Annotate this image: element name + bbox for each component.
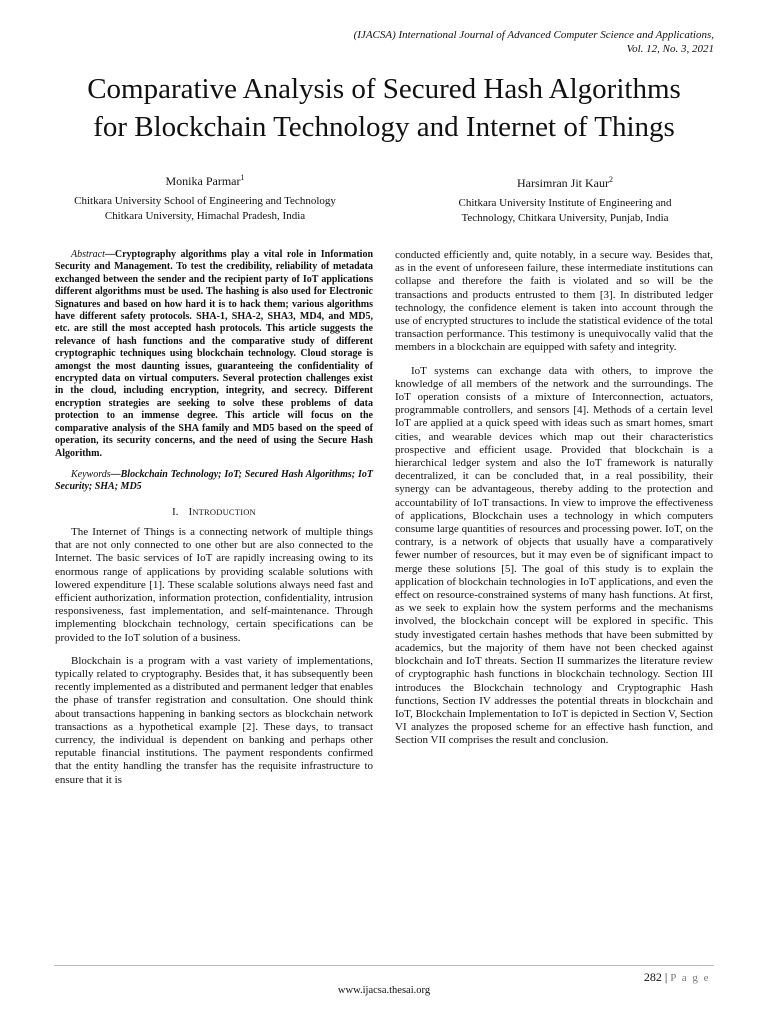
page-number bbox=[644, 970, 710, 985]
author-name-1 bbox=[40, 170, 370, 189]
intro-paragraph-2: Blockchain is a program with a vast variety of implementations, typically related to cryptography. Besides that, it has subsequently been recently implemented as a distributed and permanent ledger that enables the phase of transfer registration and consultation. One should think about transactions happening in banking sectors as blockchain network transactions as a hypothetical example [2]. These days, to transact currency, the individual is dependent on banking and perhaps other reputable financial institutions. The payment respondents confirmed that the entity handling the transfer has the requisite infrastructure to ensure that it is bbox=[55, 654, 373, 786]
keywords-text: —Blockchain Technology; IoT; Secured Hash Algorithms; IoT Security; SHA; MD5 bbox=[55, 468, 373, 493]
paper-title-line-1: Comparative Analysis of Secured Hash Algorithms bbox=[87, 73, 681, 105]
section-heading-introduction bbox=[55, 506, 373, 519]
author-1-affiliation-1: Chitkara University School of Engineering and Technology bbox=[74, 195, 336, 207]
section-title-rest: NTRODUCTION bbox=[192, 506, 256, 517]
keywords-lead: Keywords bbox=[71, 468, 111, 480]
left-column bbox=[55, 249, 373, 787]
author-2-affiliation-1: Chitkara University Institute of Engineering and bbox=[458, 197, 672, 209]
author-1-name-text: Monika Parmar bbox=[165, 174, 241, 188]
author-2-sup: 2 bbox=[608, 175, 613, 184]
author-2-affiliation-2: Technology, Chitkara University, Punjab, India bbox=[461, 212, 669, 224]
section-number: I. bbox=[172, 506, 179, 518]
abstract bbox=[55, 249, 373, 460]
keywords bbox=[55, 469, 373, 494]
right-column bbox=[395, 249, 713, 748]
abstract-text: —Cryptography algorithms play a vital role in Information Security and Management. To test the credibility, reliability of metadata exchanged between the sender and the recipient party of IoT applications different algorithms must be used. The hashing is also used for Electronic Signatures and based on how hard it is to hack them; various algorithms have different safety protocols. SHA-1, SHA-2, SHA3, MD4, and MD5, etc. are still the most accepted hash protocols. This article suggests the relevance of hash functions and the comparative study of different cryptographic techniques using blockchain technology. Cloud storage is amongst the most daunting issues, guaranteeing the confidentiality of encrypted data on virtual computers. Several protection challenges exist in the cloud, including encryption, integrity, and secrecy. Different encryption strategies are seeking to solve these problems of data protection to an immense degree. This article will focus on the comparative analysis of the SHA family and MD5 based on the speed of operation, its security concerns, and the need of using the Secure Hash Algorithm. bbox=[55, 249, 373, 459]
page-word: P a g e bbox=[670, 972, 710, 984]
page-number-separator: | bbox=[661, 970, 671, 984]
author-name-2 bbox=[400, 172, 730, 191]
journal-header bbox=[194, 28, 714, 56]
page-number-value: 282 bbox=[643, 970, 662, 984]
journal-volume: Vol. 12, No. 3, 2021 bbox=[626, 43, 714, 55]
author-1-sup: 1 bbox=[240, 173, 245, 182]
intro-paragraph-1: The Internet of Things is a connecting network of multiple things that are not only connected to one other but are also connected to the Internet. The basic services of IoT are rapidly increasing owing to its enormous range of applications by providing scalable solutions with lowered expenditure [1]. These scalable solutions always need fast and efficient authorization, information protection, confidentiality, intrusion responsiveness, fast implementation, and self-maintenance. Through implementing blockchain technology, certain specifications can be provided to the IoT solution of a business. bbox=[55, 525, 373, 644]
author-block-2 bbox=[400, 172, 730, 226]
paper-title bbox=[20, 70, 748, 146]
section-title-initial: I bbox=[188, 506, 193, 518]
journal-name: (IJACSA) International Journal of Advanced Computer Science and Applications, bbox=[353, 29, 714, 41]
intro-paragraph-3: conducted efficiently and, quite notably, in a secure way. Besides that, as in the event of unforeseen failure, these intermediate institutions can collapse and therefore the faith is violated and so will be the transactions and products entrusted to them [3]. In distributed ledger technology, the confidence element is taken into account through the use of encrypted structures to include the statistical evidence of the total transaction performance. This testimony is unequivocally valid that the members in a blockchain are equipped with safety and integrity. bbox=[395, 249, 713, 354]
journal-url: www.ijacsa.thesai.org bbox=[337, 985, 431, 996]
abstract-lead: Abstract bbox=[71, 249, 105, 260]
footer-divider bbox=[54, 965, 714, 966]
author-block-1 bbox=[40, 170, 370, 224]
author-2-name-text: Harsimran Jit Kaur bbox=[517, 176, 609, 190]
author-1-affiliation-2: Chitkara University, Himachal Pradesh, India bbox=[104, 210, 306, 222]
paper-title-line-2: for Blockchain Technology and Internet of Things bbox=[93, 111, 675, 143]
intro-paragraph-4: IoT systems can exchange data with others, to improve the knowledge of all members of the network and the surroundings. The IoT operation consists of a mixture of Interconnection, actuators, programmable controllers, and sensors [4]. Methods of a certain level IoT are applied at a quick speed with ideas such as smart homes, smart cities, and wearable devices which map out their characteristics prospective and efficient usage. Provided that blockchain is a hierarchical ledger system and also the IoT framework is naturally decentralized, it can be concluded that, in a real possibility, their synergy can be advantageous, thereby adding to the protection and accountability of IoT transactions. In view to improve the effectiveness of applications, Blockchain uses a technology in which computers consume large quantities of resources and processing power. IoT, on the contrary, is a network of objects that usually have a comparatively fewer number of resources, but it may even be of significant impact to merge these solutions [5]. The goal of this study is to explain the application of blockchain technologies in IoT applications, and even the effect on resource-constrained systems of many hash functions. At first, as we seek to explain how the system performs and the mechanisms involved, the blockchain concept will be explored in specific. This study investigated certain hashes methods that have been submitted by academics, but the majority of them have not been checked against blockchain and IoT threats. Section II summarizes the literature review of cryptographic hash functions in blockchain technology. Section III introduces the Blockchain technology and Cryptographic Hash functions, Section IV addresses the potential threats in blockchain and IoT, Blockchain Implementation to IoT is depicted in Section V, Section VI analyzes the proposed scheme for an effective hash function, and Section VII comprises the result and conclusion. bbox=[395, 364, 713, 747]
